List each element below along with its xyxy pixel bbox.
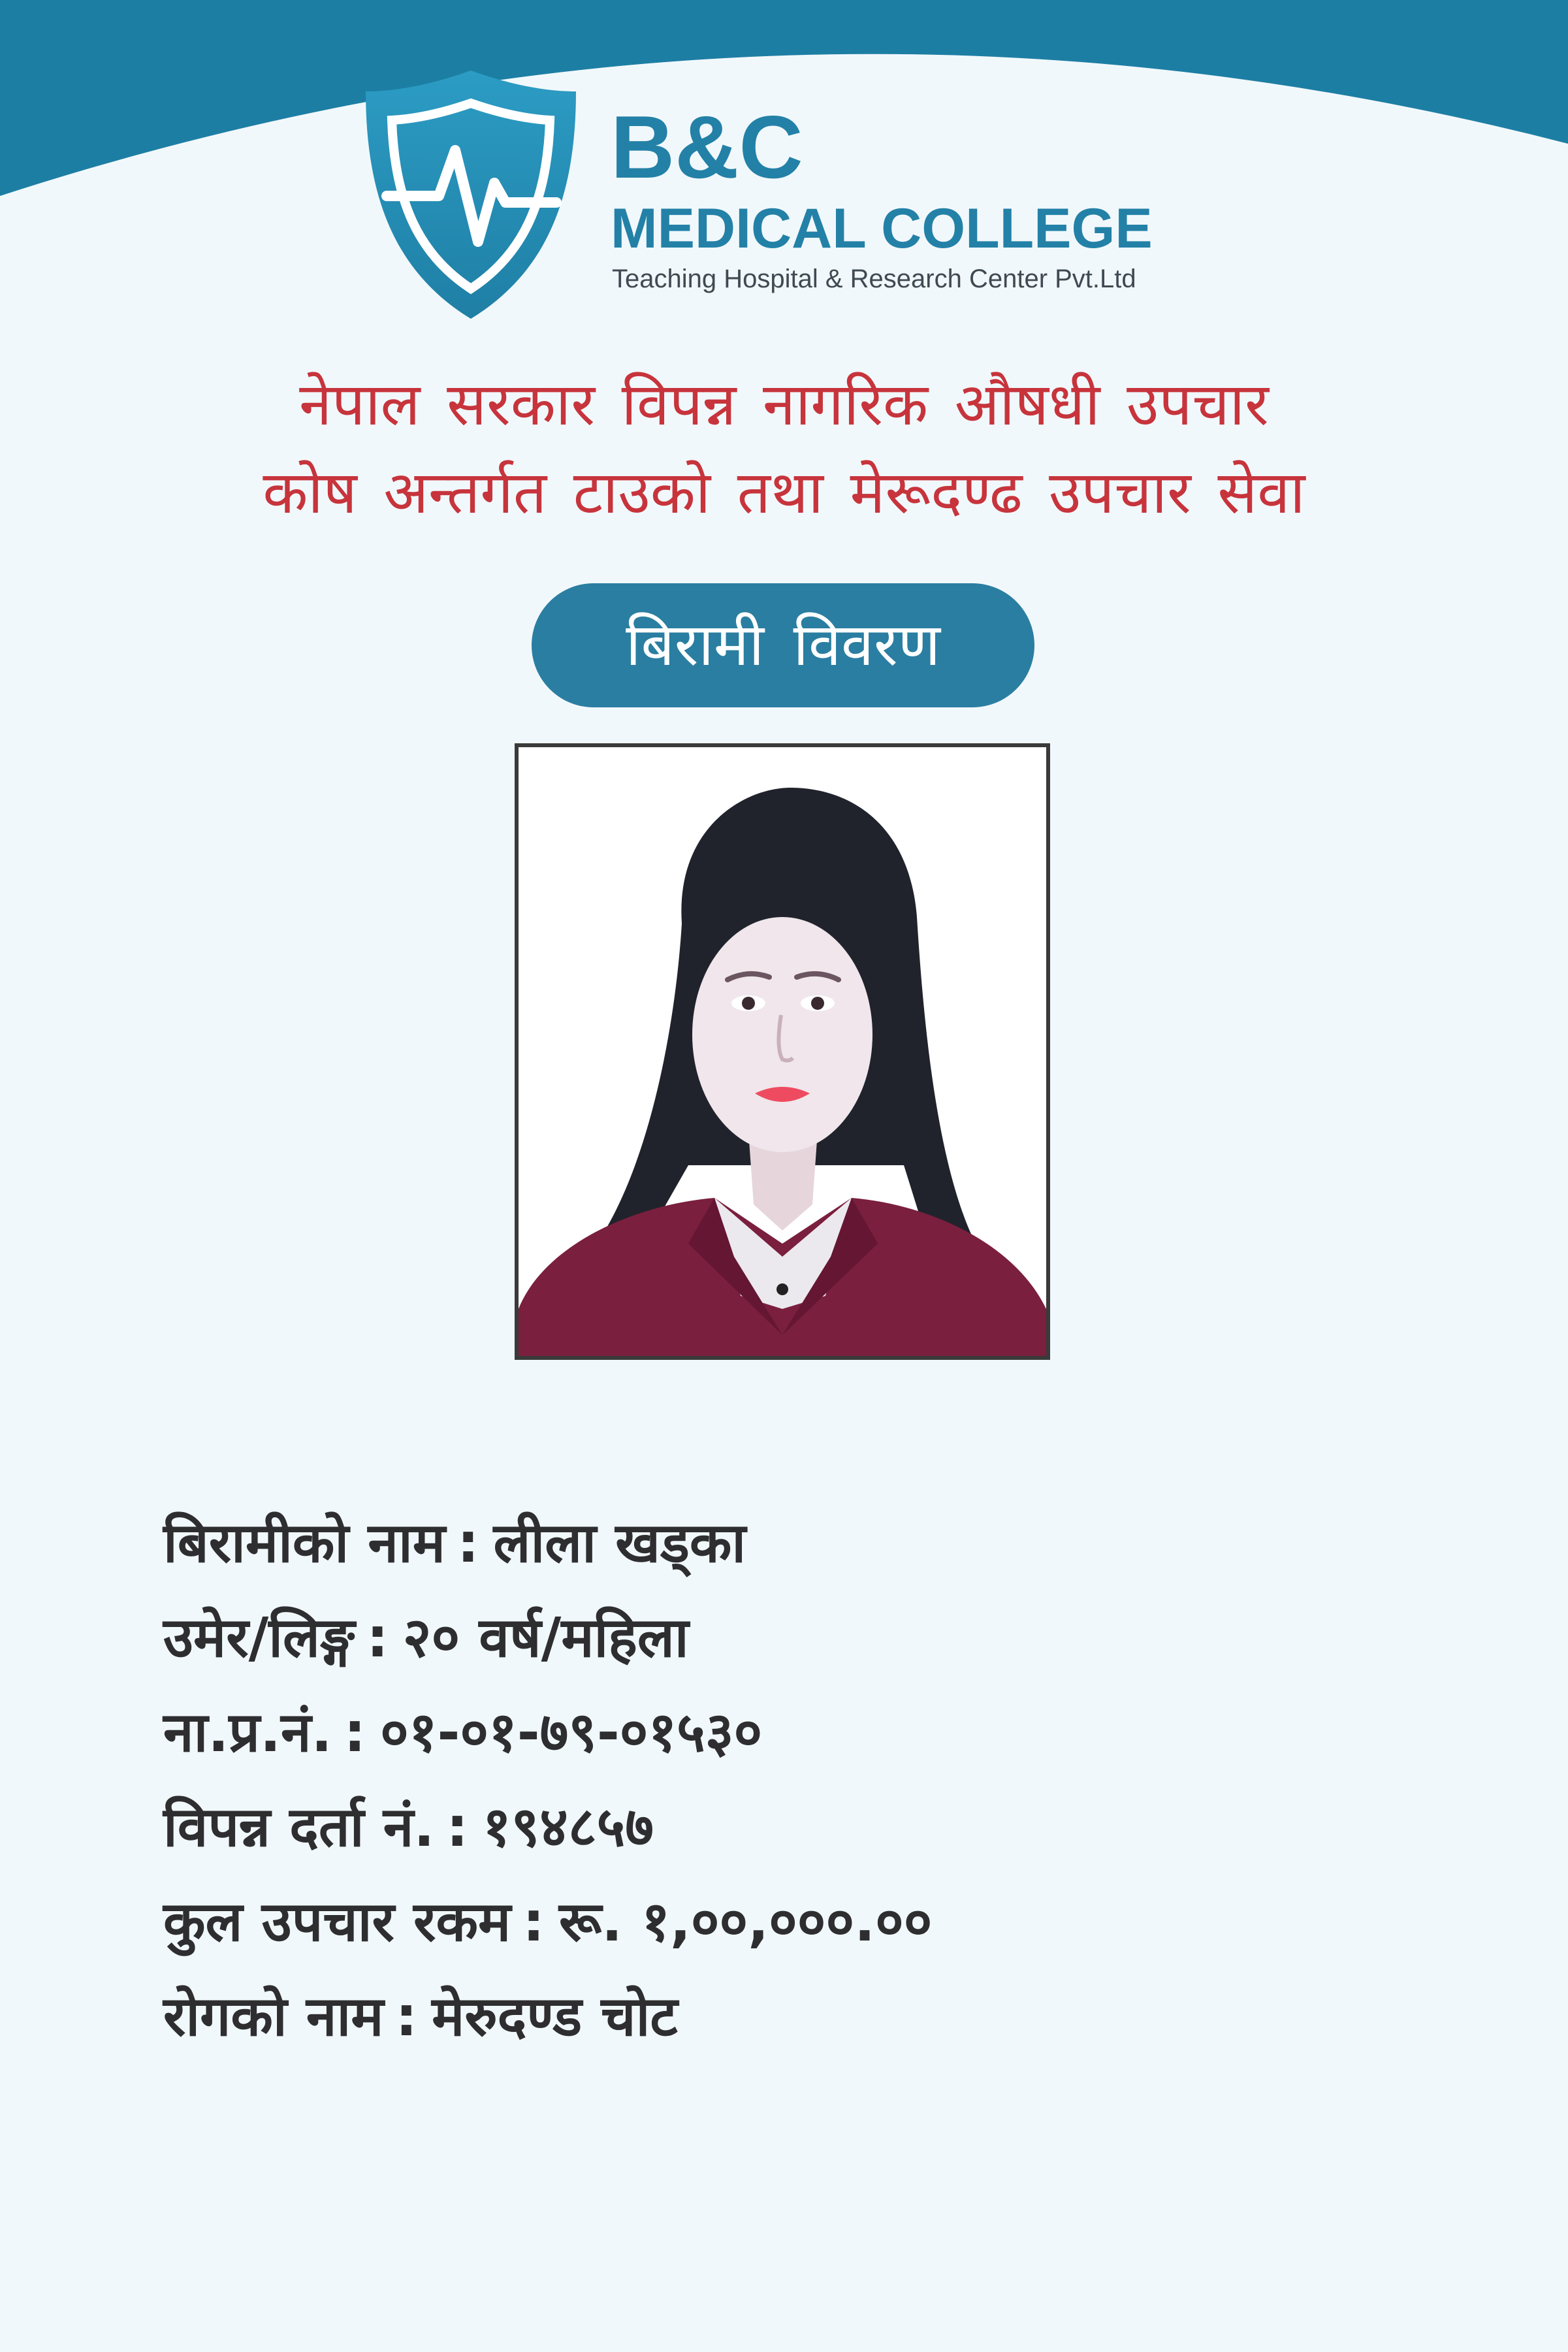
detail-value: ०१-०१-७९-०१५३०: [380, 1700, 763, 1764]
detail-row-citizenship-no: [163, 1685, 1469, 1780]
detail-row-treatment-amount: [163, 1875, 1469, 1969]
detail-row-age-gender: [163, 1590, 1469, 1685]
detail-label: रोगको नाम: [163, 1984, 384, 2048]
patient-photo: [515, 743, 1050, 1360]
detail-separator: :: [344, 1700, 366, 1764]
detail-separator: :: [395, 1984, 418, 2048]
detail-value: रू. १,००,०००.००: [558, 1890, 933, 1954]
detail-value: मेरुदण्ड चोट: [432, 1984, 678, 2048]
detail-value: लीला खड्का: [493, 1511, 746, 1575]
detail-label: उमेर/लिङ्ग: [163, 1605, 355, 1669]
detail-row-disease: [163, 1969, 1469, 2064]
detail-label: ना.प्र.नं.: [163, 1700, 332, 1764]
brand-tagline: Teaching Hospital & Research Center Pvt.Ltd: [612, 265, 1136, 293]
detail-row-name: [163, 1496, 1469, 1590]
brand-subtitle: MEDICAL COLLEGE: [611, 197, 1153, 260]
detail-separator: :: [522, 1890, 545, 1954]
detail-label: कुल उपचार रकम: [163, 1890, 511, 1954]
detail-value: २० वर्ष/महिला: [402, 1605, 689, 1669]
section-title-pill: बिरामी विवरण: [532, 583, 1034, 707]
detail-separator: :: [456, 1511, 479, 1575]
detail-label: बिरामीको नाम: [163, 1511, 445, 1575]
portrait-illustration: [519, 747, 1046, 1356]
patient-details: [163, 1496, 1469, 2064]
detail-value: १९४८५७: [482, 1795, 654, 1859]
detail-label: विपन्न दर्ता नं.: [163, 1795, 435, 1859]
detail-separator: :: [446, 1795, 468, 1859]
shield-heartbeat-icon: [360, 65, 581, 321]
brand-name: B&C: [611, 97, 803, 197]
detail-separator: :: [366, 1605, 389, 1669]
detail-row-registration-no: [163, 1780, 1469, 1875]
headline-line-2: कोष अन्तर्गत टाउको तथा मेरूदण्ढ उपचार सेवा: [263, 459, 1305, 527]
headline-line-1: नेपाल सरकार विपन्न नागरिक औषधी उपचार: [299, 370, 1269, 439]
brand-block: [611, 98, 1264, 307]
